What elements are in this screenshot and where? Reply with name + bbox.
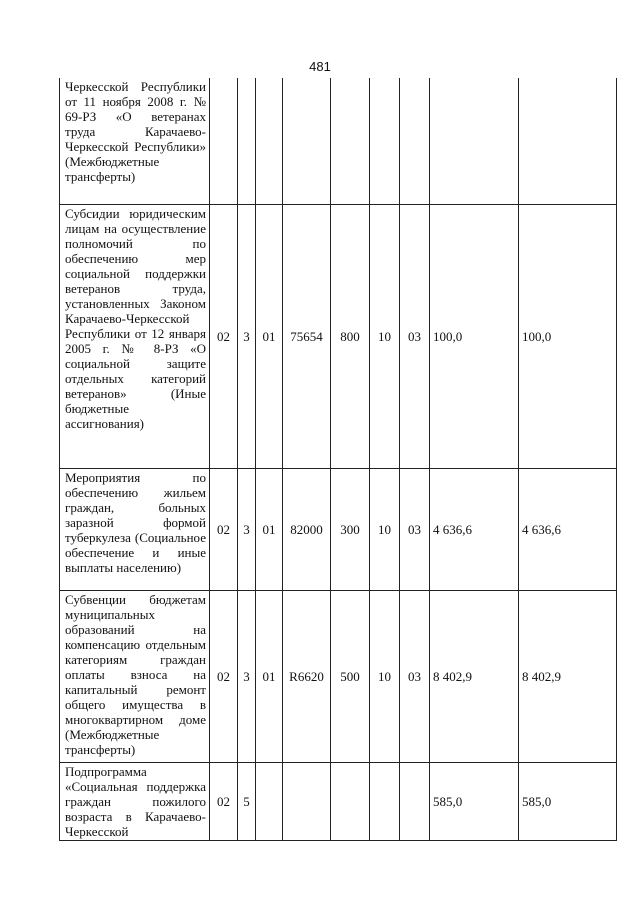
subsection-code: 03 (400, 590, 430, 762)
row-description: Субвенции бюджетам муниципальных образований на компенсацию отдельным категориям граждан оплаты взноса на капитальный ремонт общего имущества в многоквартирном доме (Межбюджетные трансферты) (60, 590, 210, 762)
program-code (210, 78, 238, 204)
amount-1 (430, 78, 519, 204)
amount-2 (519, 78, 617, 204)
expense-type-code (331, 78, 370, 204)
section-code (370, 762, 400, 840)
amount-1: 100,0 (430, 204, 519, 468)
budget-table (59, 78, 617, 841)
section-code: 10 (370, 204, 400, 468)
event-code: 01 (256, 468, 283, 590)
subsection-code (400, 762, 430, 840)
section-code: 10 (370, 590, 400, 762)
table-row (60, 78, 617, 204)
page-number: 481 (309, 59, 331, 74)
row-description: Субсидии юридическим лицам на осуществление полномочий по обеспечению мер социальной поддержки ветеранов труда, установленных Законом Карачаево-Черкесской Республики от 12 января 2005 г. № 8-РЗ «О социальной защите отдельных категорий ветеранов» (Иные бюджетные ассигнования) (60, 204, 210, 468)
direction-code: 75654 (283, 204, 331, 468)
subsection-code (400, 78, 430, 204)
direction-code: R6620 (283, 590, 331, 762)
amount-1: 585,0 (430, 762, 519, 840)
row-description: Черкесской Республики от 11 ноября 2008 г. № 69-РЗ «О ветеранах труда Карачаево-Черкесской Республики» (Межбюджетные трансферты) (60, 78, 210, 204)
direction-code (283, 78, 331, 204)
program-code: 02 (210, 204, 238, 468)
table-row (60, 204, 617, 468)
expense-type-code: 800 (331, 204, 370, 468)
amount-2: 4 636,6 (519, 468, 617, 590)
row-description: Мероприятия по обеспечению жильем граждан, больных заразной формой туберкулеза (Социальное обеспечение и иные выплаты населению) (60, 468, 210, 590)
amount-2: 585,0 (519, 762, 617, 840)
table-row (60, 468, 617, 590)
subsection-code: 03 (400, 204, 430, 468)
amount-1: 4 636,6 (430, 468, 519, 590)
table-row (60, 762, 617, 840)
amount-1: 8 402,9 (430, 590, 519, 762)
event-code (256, 78, 283, 204)
expense-type-code (331, 762, 370, 840)
subprogram-code: 3 (238, 204, 256, 468)
program-code: 02 (210, 590, 238, 762)
event-code (256, 762, 283, 840)
row-description: Подпрограмма «Социальная поддержка граждан пожилого возраста в Карачаево-Черкесской (60, 762, 210, 840)
expense-type-code: 500 (331, 590, 370, 762)
amount-2: 100,0 (519, 204, 617, 468)
subprogram-code: 3 (238, 590, 256, 762)
amount-2: 8 402,9 (519, 590, 617, 762)
subsection-code: 03 (400, 468, 430, 590)
section-code (370, 78, 400, 204)
subprogram-code (238, 78, 256, 204)
subprogram-code: 3 (238, 468, 256, 590)
direction-code: 82000 (283, 468, 331, 590)
event-code: 01 (256, 204, 283, 468)
event-code: 01 (256, 590, 283, 762)
program-code: 02 (210, 762, 238, 840)
program-code: 02 (210, 468, 238, 590)
direction-code (283, 762, 331, 840)
table-row (60, 590, 617, 762)
section-code: 10 (370, 468, 400, 590)
expense-type-code: 300 (331, 468, 370, 590)
subprogram-code: 5 (238, 762, 256, 840)
